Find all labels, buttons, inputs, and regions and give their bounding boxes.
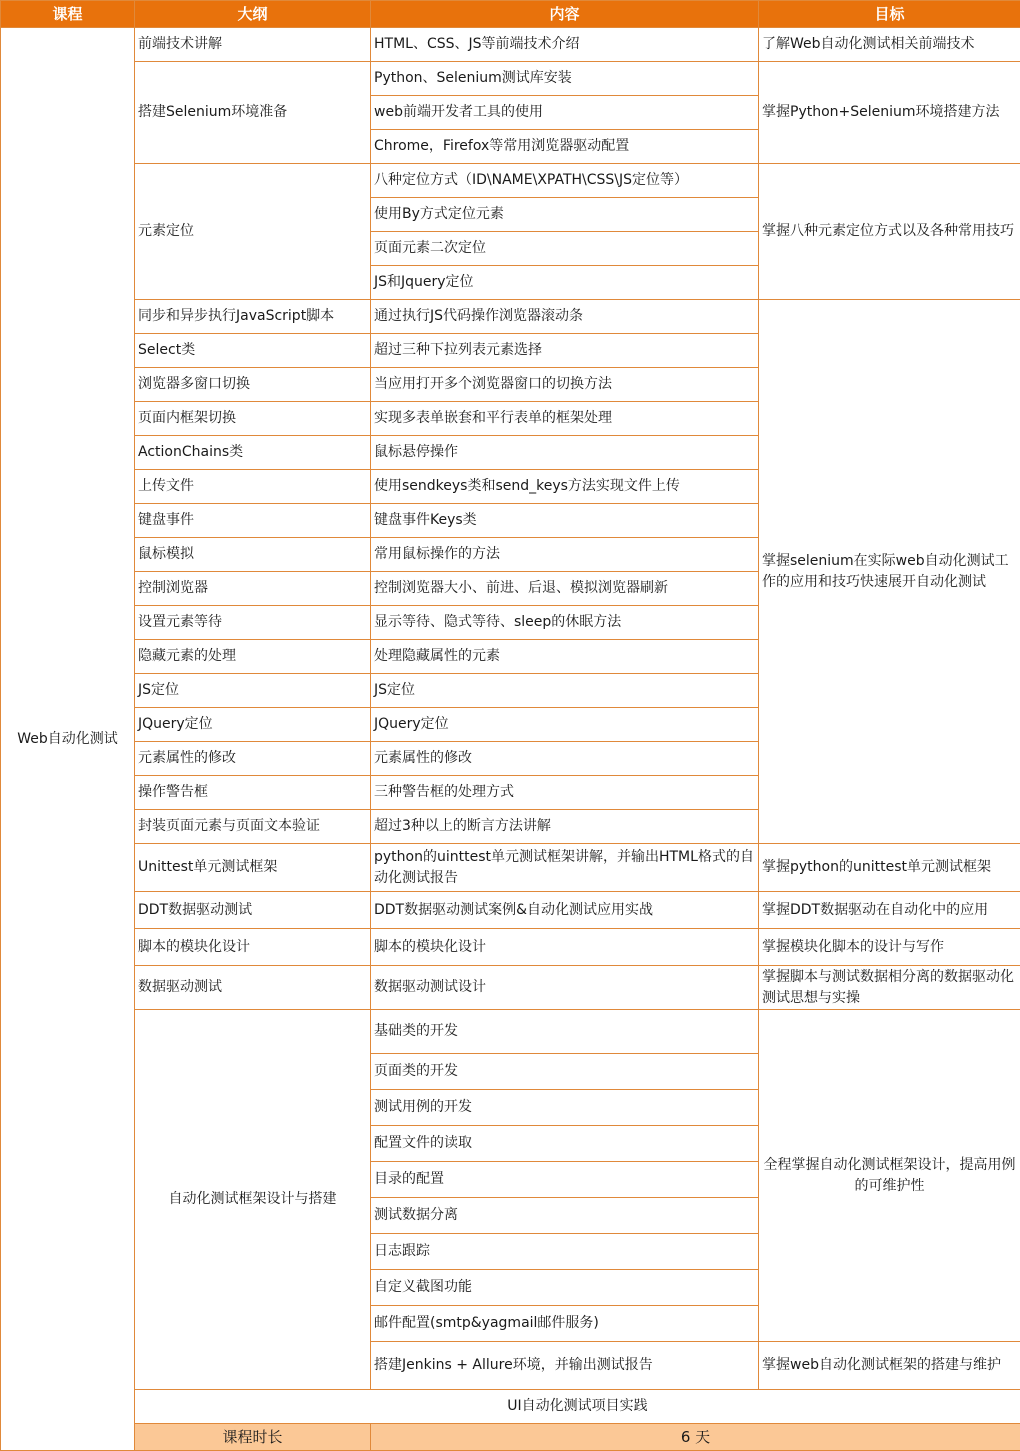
content-cell: 使用sendkeys类和send_keys方法实现文件上传: [371, 470, 759, 504]
content-cell: 测试数据分离: [371, 1198, 759, 1234]
practice-cell: UI自动化测试项目实践: [135, 1390, 1020, 1424]
outline-cell: 元素定位: [135, 164, 371, 300]
outline-cell: 搭建Selenium环境准备: [135, 62, 371, 164]
table-row: [1, 28, 1020, 62]
content-cell: 元素属性的修改: [371, 742, 759, 776]
outline-cell: 元素属性的修改: [135, 742, 371, 776]
outline-cell: 隐藏元素的处理: [135, 640, 371, 674]
outline-cell: 脚本的模块化设计: [135, 929, 371, 966]
goal-cell: 掌握Python+Selenium环境搭建方法: [759, 62, 1020, 164]
goal-cell: 掌握web自动化测试框架的搭建与维护: [759, 1342, 1020, 1390]
table-row: [1, 164, 1020, 198]
content-cell: web前端开发者工具的使用: [371, 96, 759, 130]
goal-cell: 掌握八种元素定位方式以及各种常用技巧: [759, 164, 1020, 300]
goal-cell: 全程掌握自动化测试框架设计，提高用例的可维护性: [759, 1010, 1020, 1342]
table-row: [1, 1390, 1020, 1424]
outline-cell: 上传文件: [135, 470, 371, 504]
outline-cell: 页面内框架切换: [135, 402, 371, 436]
content-cell: JQuery定位: [371, 708, 759, 742]
content-cell: HTML、CSS、JS等前端技术介绍: [371, 28, 759, 62]
table-row: [1, 892, 1020, 929]
content-cell: 日志跟踪: [371, 1234, 759, 1270]
content-cell: 配置文件的读取: [371, 1126, 759, 1162]
content-cell: 控制浏览器大小、前进、后退、模拟浏览器刷新: [371, 572, 759, 606]
outline-cell: 键盘事件: [135, 504, 371, 538]
outline-cell: ActionChains类: [135, 436, 371, 470]
header-content: 内容: [371, 1, 759, 28]
duration-label: 课程时长: [135, 1424, 371, 1451]
table-row: [1, 929, 1020, 966]
content-cell: 自定义截图功能: [371, 1270, 759, 1306]
outline-cell: 鼠标模拟: [135, 538, 371, 572]
goal-cell: 掌握模块化脚本的设计与写作: [759, 929, 1020, 966]
outline-cell: Unittest单元测试框架: [135, 844, 371, 892]
outline-cell: 前端技术讲解: [135, 28, 371, 62]
outline-cell: 自动化测试框架设计与搭建: [135, 1010, 371, 1390]
outline-cell: JS定位: [135, 674, 371, 708]
content-cell: 三种警告框的处理方式: [371, 776, 759, 810]
outline-cell: Select类: [135, 334, 371, 368]
content-cell: Python、Selenium测试库安装: [371, 62, 759, 96]
content-cell: DDT数据驱动测试案例&自动化测试应用实战: [371, 892, 759, 929]
table-row: [1, 966, 1020, 1010]
content-cell: 超过3种以上的断言方法讲解: [371, 810, 759, 844]
table-row: [1, 1010, 1020, 1054]
goal-cell: 掌握selenium在实际web自动化测试工作的应用和技巧快速展开自动化测试: [759, 300, 1020, 844]
table-row: [1, 844, 1020, 892]
content-cell: 邮件配置(smtp&yagmail邮件服务): [371, 1306, 759, 1342]
header-row: [1, 1, 1020, 28]
content-cell: 数据驱动测试设计: [371, 966, 759, 1010]
goal-cell: 掌握DDT数据驱动在自动化中的应用: [759, 892, 1020, 929]
content-cell: python的uinttest单元测试框架讲解，并输出HTML格式的自动化测试报告: [371, 844, 759, 892]
header-goal: 目标: [759, 1, 1020, 28]
content-cell: 键盘事件Keys类: [371, 504, 759, 538]
outline-cell: 设置元素等待: [135, 606, 371, 640]
content-cell: JS定位: [371, 674, 759, 708]
content-cell: 超过三种下拉列表元素选择: [371, 334, 759, 368]
goal-cell: 了解Web自动化测试相关前端技术: [759, 28, 1020, 62]
content-cell: 常用鼠标操作的方法: [371, 538, 759, 572]
content-cell: 基础类的开发: [371, 1010, 759, 1054]
outline-cell: 同步和异步执行JavaScript脚本: [135, 300, 371, 334]
content-cell: Chrome，Firefox等常用浏览器驱动配置: [371, 130, 759, 164]
content-cell: 脚本的模块化设计: [371, 929, 759, 966]
content-cell: 八种定位方式（ID\NAME\XPATH\CSS\JS定位等）: [371, 164, 759, 198]
outline-cell: 浏览器多窗口切换: [135, 368, 371, 402]
content-cell: 目录的配置: [371, 1162, 759, 1198]
content-cell: 通过执行JS代码操作浏览器滚动条: [371, 300, 759, 334]
content-cell: 页面元素二次定位: [371, 232, 759, 266]
content-cell: 搭建Jenkins + Allure环境，并输出测试报告: [371, 1342, 759, 1390]
outline-cell: JQuery定位: [135, 708, 371, 742]
table-row: [1, 62, 1020, 96]
header-outline: 大纲: [135, 1, 371, 28]
goal-cell: 掌握脚本与测试数据相分离的数据驱动化测试思想与实操: [759, 966, 1020, 1010]
outline-cell: DDT数据驱动测试: [135, 892, 371, 929]
header-course: 课程: [1, 1, 135, 28]
content-cell: 页面类的开发: [371, 1054, 759, 1090]
goal-cell: 掌握python的unittest单元测试框架: [759, 844, 1020, 892]
footer-row: [1, 1424, 1020, 1451]
table-row: [1, 300, 1020, 334]
duration-value: 6 天: [371, 1424, 1020, 1451]
outline-cell: 数据驱动测试: [135, 966, 371, 1010]
content-cell: 测试用例的开发: [371, 1090, 759, 1126]
content-cell: JS和Jquery定位: [371, 266, 759, 300]
content-cell: 处理隐藏属性的元素: [371, 640, 759, 674]
course-name: Web自动化测试: [1, 28, 135, 1451]
content-cell: 鼠标悬停操作: [371, 436, 759, 470]
outline-cell: 封装页面元素与页面文本验证: [135, 810, 371, 844]
outline-cell: 控制浏览器: [135, 572, 371, 606]
content-cell: 使用By方式定位元素: [371, 198, 759, 232]
content-cell: 显示等待、隐式等待、sleep的休眠方法: [371, 606, 759, 640]
content-cell: 实现多表单嵌套和平行表单的框架处理: [371, 402, 759, 436]
content-cell: 当应用打开多个浏览器窗口的切换方法: [371, 368, 759, 402]
outline-cell: 操作警告框: [135, 776, 371, 810]
